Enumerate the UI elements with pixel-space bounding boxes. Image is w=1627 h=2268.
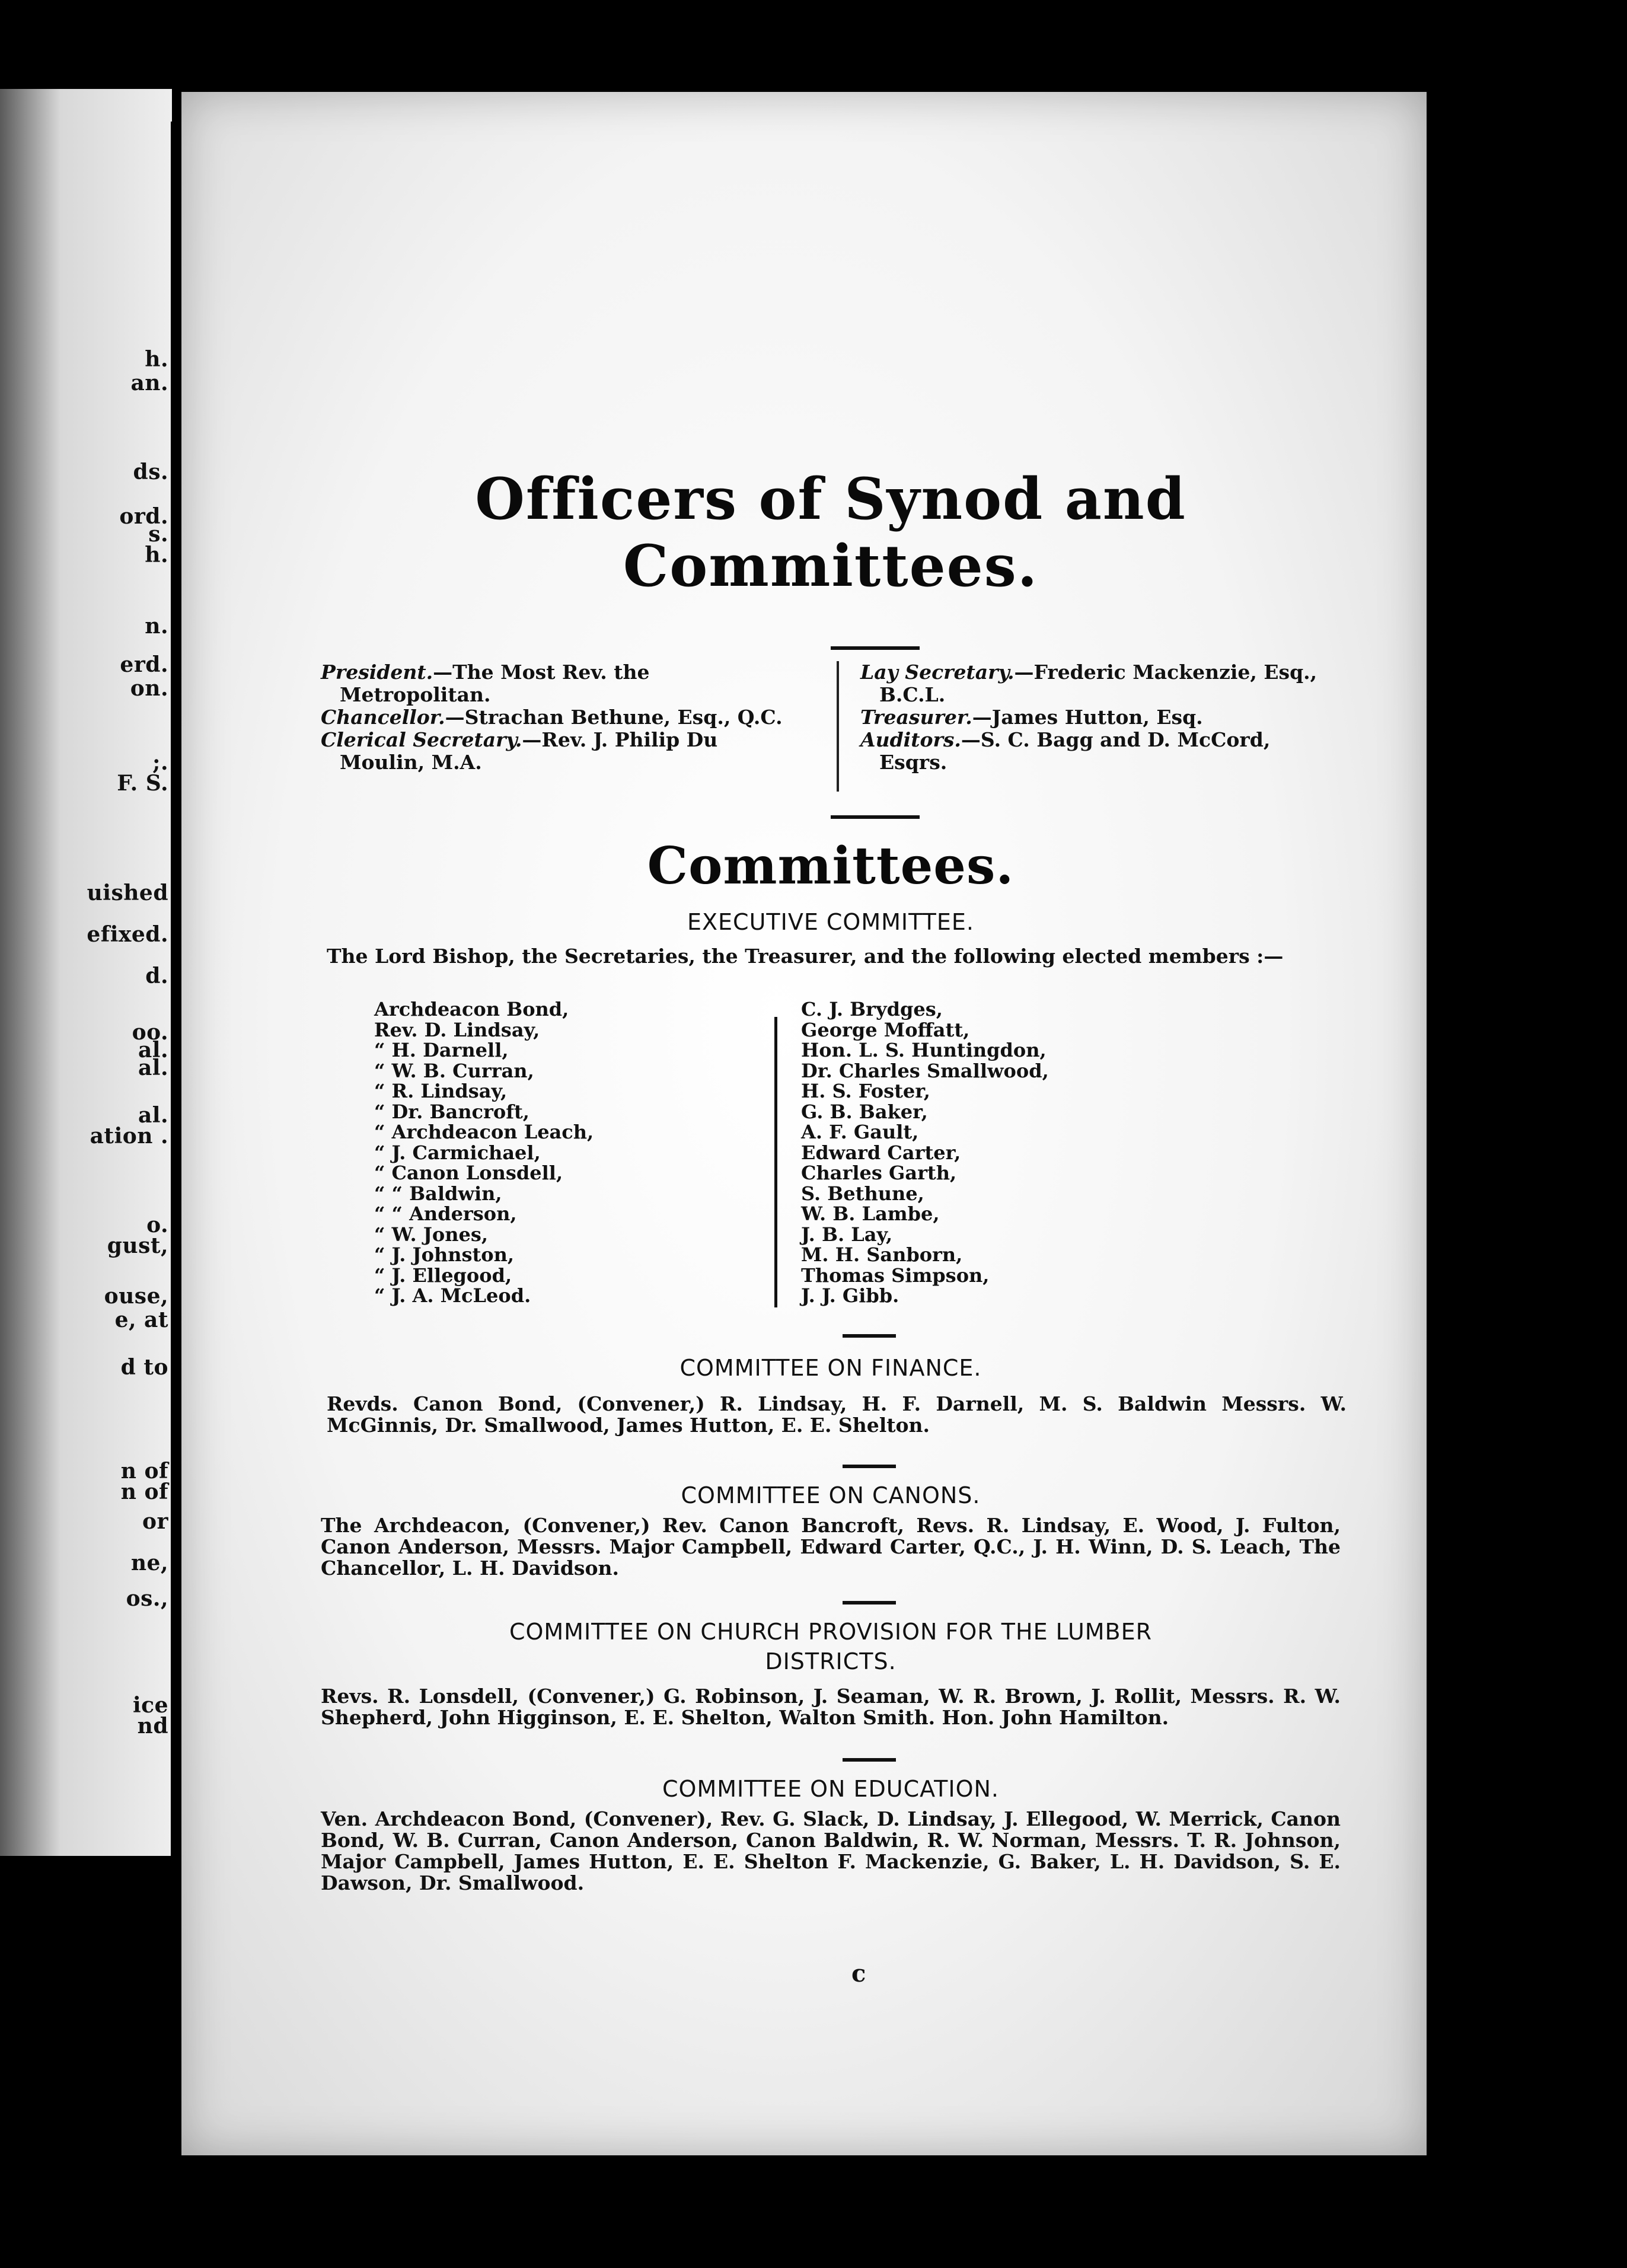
facing-page-text-fragment: n. <box>145 614 168 639</box>
member-name: “ J. A. McLeod. <box>374 1284 531 1307</box>
member-name: “ Archdeacon Leach, <box>374 1121 594 1143</box>
facing-page-text-fragment: h. <box>145 347 168 372</box>
member-name: “ J. Johnston, <box>374 1243 515 1266</box>
facing-page-text-fragment: al. <box>138 1038 168 1063</box>
section-rule <box>843 1601 896 1604</box>
facing-page-text-fragment: on. <box>130 676 168 701</box>
officer-role: Chancellor. <box>321 706 445 729</box>
member-name: “ “ Baldwin, <box>374 1182 502 1205</box>
member-name: “ R. Lindsay, <box>374 1080 508 1102</box>
lumber-text: Revs. R. Lonsdell, (Convener,) G. Robinson, J. Seaman, W. R. Brown, J. Rollit, Messrs. R. W. Shepherd, John Higginson, E. E. Shelton, Walton Smith. Hon. John Hamilton. <box>321 1685 1341 1729</box>
member-name: “ H. Darnell, <box>374 1039 509 1061</box>
facing-page-text-fragment: e, at <box>114 1307 168 1332</box>
facing-page-text-fragment: uished <box>87 881 168 905</box>
member-name: G. B. Baker, <box>801 1100 928 1123</box>
facing-page-text-fragment: s. <box>148 522 168 547</box>
canons-heading: COMMITTEE ON CANONS. <box>681 1482 981 1508</box>
member-name: “ W. Jones, <box>374 1223 489 1246</box>
lumber-heading-line1: COMMITTEE ON CHURCH PROVISION FOR THE LUMBER <box>509 1619 1153 1645</box>
officer-role: Lay Secretary. <box>860 661 1015 684</box>
executive-heading: EXECUTIVE COMMITTEE. <box>687 909 974 935</box>
officer-entry <box>321 661 795 706</box>
page-title: Officers of Synod and Committees. <box>475 465 1186 599</box>
officer-name: —The Most Rev. the Metropolitan. <box>340 661 650 706</box>
officer-name: —Frederic Mackenzie, Esq., B.C.L. <box>879 661 1317 706</box>
officer-name: —S. C. Bagg and D. McCord, Esqrs. <box>879 728 1271 774</box>
facing-page-text-fragment: os., <box>126 1586 168 1611</box>
facing-page-text-fragment: an. <box>130 371 168 395</box>
member-name: Charles Garth, <box>801 1162 957 1184</box>
section-rule <box>843 1465 896 1468</box>
finance-text: Revds. Canon Bond, (Convener,) R. Lindsay, H. F. Darnell, M. S. Baldwin Messrs. W. McGinnis, Dr. Smallwood, James Hutton, E. E. Shelton. <box>327 1392 1347 1437</box>
member-name: Archdeacon Bond, <box>374 998 569 1020</box>
officers-rule <box>831 815 920 819</box>
canons-text: The Archdeacon, (Convener,) Rev. Canon Bancroft, Revs. R. Lindsay, E. Wood, J. Fulton, Canon Anderson, Messrs. Major Campbell, Edward Carter, Q.C., J. H. Winn, D. S. Leach, The Chancellor, L. H. Davidson. <box>321 1514 1341 1580</box>
book-spine <box>171 122 181 2268</box>
facing-page-text-fragment: h. <box>145 543 168 567</box>
members-divider <box>774 1017 777 1307</box>
member-name: M. H. Sanborn, <box>801 1243 963 1266</box>
committees-title: Committees. <box>647 836 1015 896</box>
executive-members-right <box>801 999 1049 1306</box>
facing-page-text-fragment: or <box>142 1509 168 1534</box>
officers-divider <box>837 661 839 792</box>
lumber-heading-line2: DISTRICTS. <box>765 1648 897 1674</box>
facing-page-text-fragment: ;. <box>152 750 168 775</box>
member-name: Hon. L. S. Huntingdon, <box>801 1039 1047 1061</box>
executive-intro: The Lord Bishop, the Secretaries, the Treasurer, and the following elected members :— <box>327 945 1284 968</box>
member-name: Edward Carter, <box>801 1141 961 1164</box>
education-text: Ven. Archdeacon Bond, (Convener), Rev. G. Slack, D. Lindsay, J. Ellegood, W. Merrick, Canon Bond, W. B. Curran, Canon Anderson, Canon Baldwin, R. W. Norman, Messrs. T. R. Johnson, Major Campbell, James Hutton, E. E. Shelton F. Mackenzie, G. Baker, L. H. Davidson, S. E. Dawson, Dr. Smallwood. <box>321 1807 1341 1894</box>
member-name: “ Dr. Bancroft, <box>374 1100 529 1123</box>
executive-members <box>315 999 1347 1313</box>
page-mark: c <box>851 1960 866 1988</box>
title-rule <box>831 646 920 650</box>
officers-right-column <box>860 661 1335 774</box>
facing-page-text-fragment: ne, <box>130 1551 168 1575</box>
facing-page-text-fragment: ouse, <box>104 1284 168 1309</box>
member-name: “ Canon Lonsdell, <box>374 1162 563 1184</box>
officer-role: Treasurer. <box>860 706 972 729</box>
member-name: J. J. Gibb. <box>801 1284 899 1307</box>
member-name: C. J. Brydges, <box>801 998 943 1020</box>
section-rule <box>843 1334 896 1338</box>
member-name: “ J. Ellegood, <box>374 1264 512 1287</box>
section-rule <box>843 1758 896 1762</box>
officer-entry <box>860 661 1335 706</box>
executive-members-left <box>374 999 594 1306</box>
officer-role: Clerical Secretary. <box>321 728 522 751</box>
facing-page-edge <box>0 89 172 1856</box>
facing-page-text-fragment: n of <box>120 1459 168 1484</box>
officer-role: President. <box>321 661 433 684</box>
facing-page-text-fragment: F. S. <box>117 771 168 796</box>
member-name: H. S. Foster, <box>801 1080 930 1102</box>
facing-page-text-fragment: al. <box>138 1055 168 1080</box>
facing-page-text-fragment: al. <box>138 1103 168 1128</box>
facing-page-text-fragment: d to <box>120 1355 168 1380</box>
officer-entry <box>860 706 1335 729</box>
member-name: Rev. D. Lindsay, <box>374 1018 540 1041</box>
facing-page-text-fragment: ice <box>133 1693 168 1718</box>
facing-page-text-fragment: gust, <box>107 1233 168 1258</box>
member-name: J. B. Lay, <box>801 1223 893 1246</box>
facing-page-text-fragment: d. <box>145 964 168 988</box>
officer-name: —Rev. J. Philip Du Moulin, M.A. <box>340 728 718 774</box>
member-name: Dr. Charles Smallwood, <box>801 1059 1049 1082</box>
facing-page-text-fragment: o. <box>146 1213 168 1237</box>
facing-page-text-fragment: n of <box>120 1479 168 1504</box>
officers-block <box>315 661 1347 798</box>
facing-page-text-fragment: ds. <box>133 460 168 484</box>
officer-role: Auditors. <box>860 728 961 751</box>
member-name: Thomas Simpson, <box>801 1264 990 1287</box>
facing-page-text-fragment: efixed. <box>87 922 168 947</box>
officer-name: —James Hutton, Esq. <box>972 706 1203 729</box>
officer-entry <box>321 729 795 774</box>
member-name: “ J. Carmichael, <box>374 1141 541 1164</box>
officers-left-column <box>321 661 795 774</box>
document-page <box>181 92 1427 2155</box>
officer-entry <box>321 706 795 729</box>
member-name: S. Bethune, <box>801 1182 924 1205</box>
facing-page-text-fragment: oo. <box>132 1020 168 1045</box>
officer-name: —Strachan Bethune, Esq., Q.C. <box>445 706 783 729</box>
facing-page-text-fragment: nd <box>137 1714 168 1739</box>
member-name: “ “ Anderson, <box>374 1202 517 1225</box>
education-heading: COMMITTEE ON EDUCATION. <box>662 1776 999 1802</box>
member-name: “ W. B. Curran, <box>374 1059 534 1082</box>
officer-entry <box>860 729 1335 774</box>
facing-page-text-fragment: erd. <box>120 652 168 677</box>
member-name: A. F. Gault, <box>801 1121 919 1143</box>
member-name: W. B. Lambe, <box>801 1202 940 1225</box>
facing-page-text-fragment: ord. <box>119 504 168 529</box>
member-name: George Moffatt, <box>801 1018 970 1041</box>
finance-heading: COMMITTEE ON FINANCE. <box>679 1355 982 1381</box>
facing-page-text-fragment: ation . <box>90 1124 168 1149</box>
